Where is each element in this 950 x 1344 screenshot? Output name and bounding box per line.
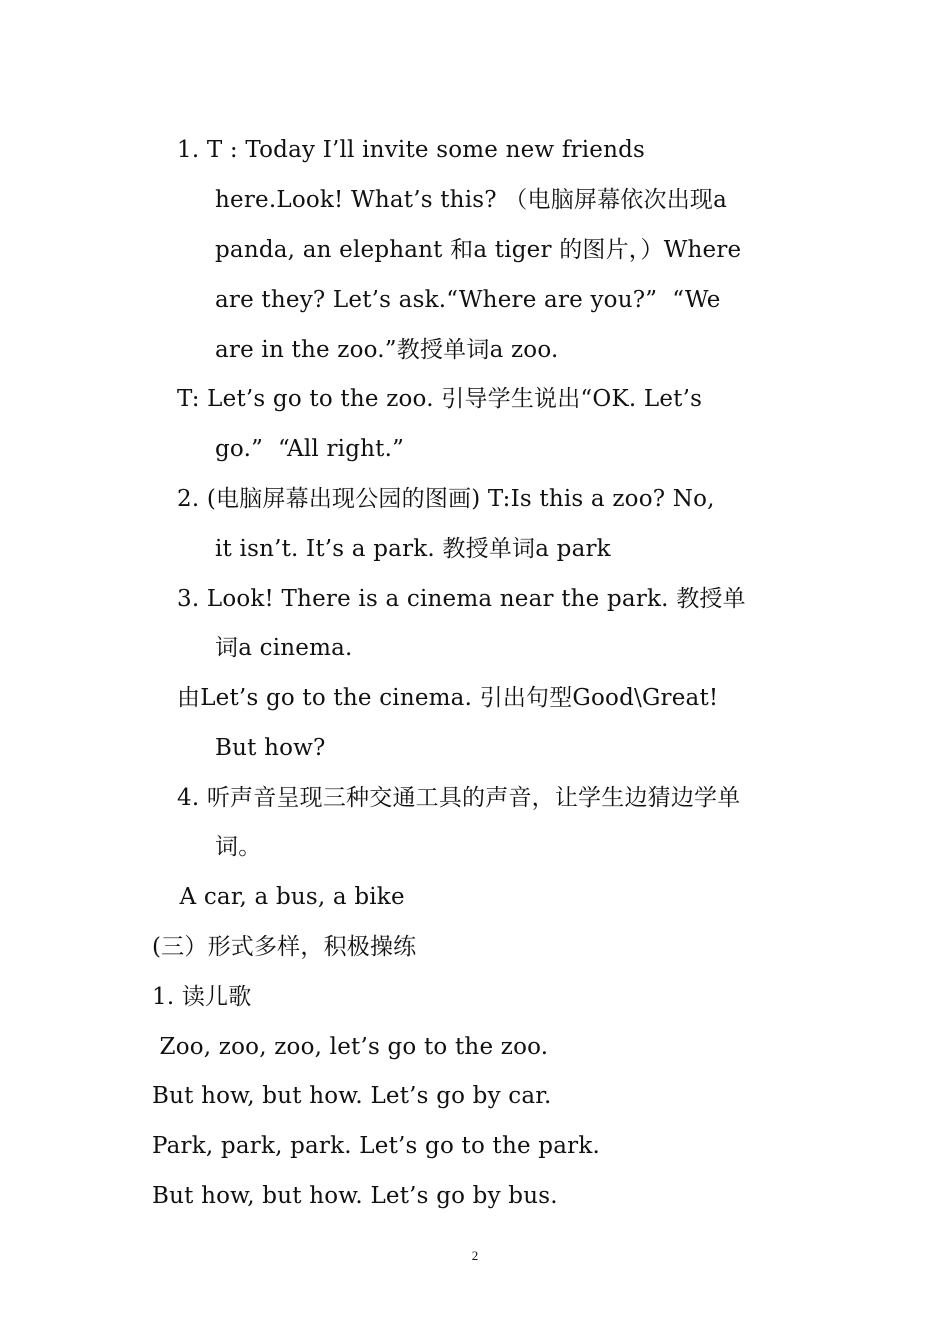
text-line: 3. Look! There is a cinema near the park. 教授单 <box>177 586 746 612</box>
text-line: go.” “All right.” <box>215 436 405 462</box>
text-line: panda, an elephant 和a tiger 的图片，）Where <box>215 237 742 263</box>
chant-line: But how, but how. Let’s go by car. <box>152 1083 552 1109</box>
text-line: 词。 <box>215 834 262 860</box>
text-line: 2. (电脑屏幕出现公园的图画) T:Is this a zoo? No, <box>177 486 715 512</box>
text-line: T: Let’s go to the zoo. 引导学生说出“OK. Let’s <box>177 386 703 412</box>
text-line: 4. 听声音呈现三种交通工具的声音，让学生边猜边学单 <box>177 785 741 811</box>
chant-line: But how, but how. Let’s go by bus. <box>152 1183 558 1209</box>
text-line: are they? Let’s ask.“Where are you?” “We <box>215 287 721 313</box>
subsection-heading: 1. 读儿歌 <box>152 984 252 1010</box>
text-line: it isn’t. It’s a park. 教授单词a park <box>215 536 611 562</box>
page-number: 2 <box>471 1248 479 1263</box>
text-line: are in the zoo.”教授单词a zoo. <box>215 337 559 363</box>
text-line: here.Look! What’s this? （电脑屏幕依次出现a <box>215 187 728 213</box>
text-line: 1. T : Today I’ll invite some new friends <box>177 137 646 163</box>
text-line: But how? <box>215 735 326 761</box>
text-line: 词a cinema. <box>215 635 353 661</box>
chant-line: Park, park, park. Let’s go to the park. <box>152 1133 600 1159</box>
section-heading: (三）形式多样，积极操练 <box>152 934 417 960</box>
text-line: A car, a bus, a bike <box>172 884 405 910</box>
chant-line: Zoo, zoo, zoo, let’s go to the zoo. <box>152 1034 549 1060</box>
text-line: 由Let’s go to the cinema. 引出句型Good\Great! <box>177 685 719 711</box>
